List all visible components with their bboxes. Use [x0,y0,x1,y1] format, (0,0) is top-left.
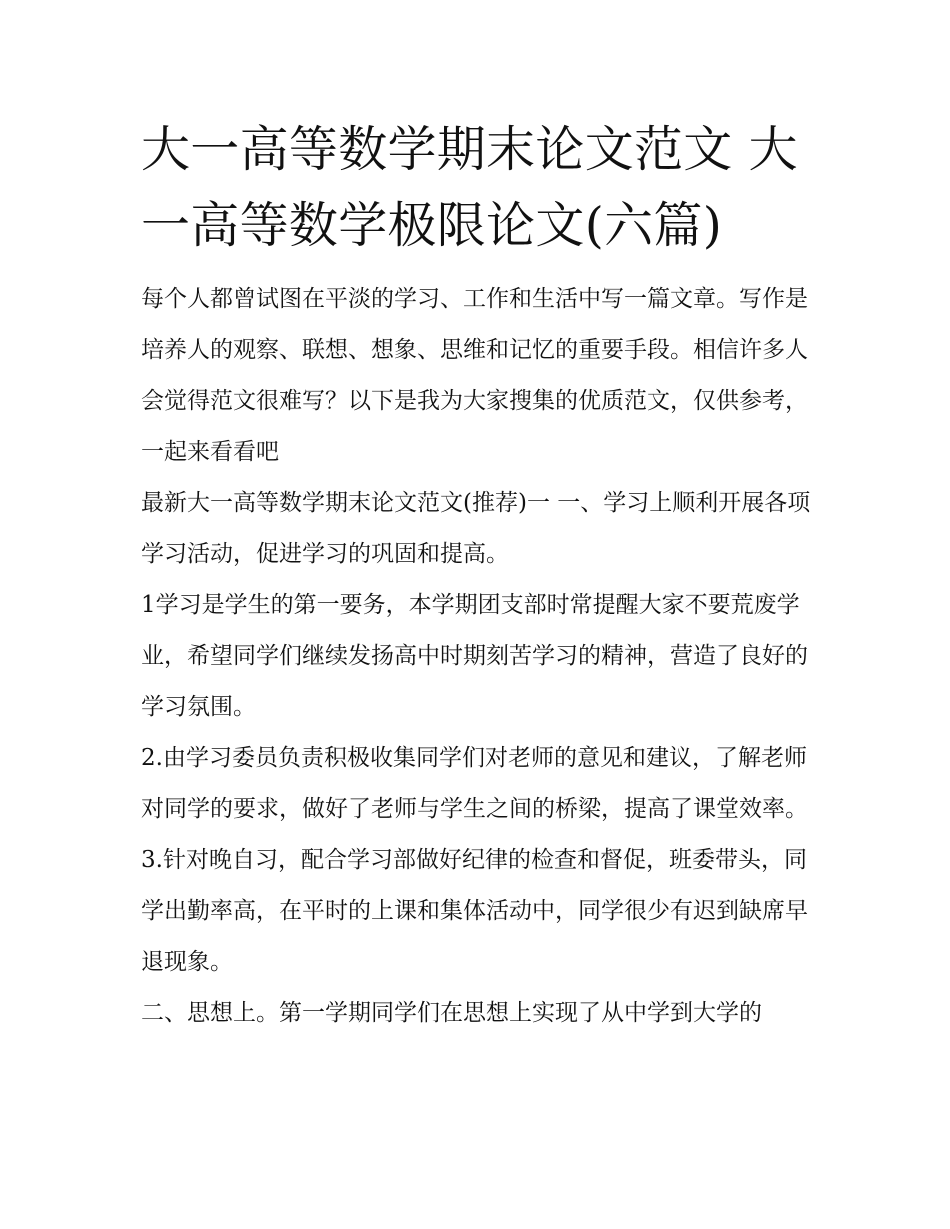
document-title: 大一高等数学期末论文范文 大一高等数学极限论文(六篇) [141,121,798,254]
paragraph-intro: 每个人都曾试图在平淡的学习、工作和生活中写一篇文章。写作是培养人的观察、联想、想象、思维和记忆的重要手段。相信许多人会觉得范文很难写？以下是我为大家搜集的优质范文，仅供参考，一起来看看吧 [141,286,808,465]
paragraph-section-2-heading: 二、思想上。第一学期同学们在思想上实现了从中学到大学的 [141,1000,762,1026]
paragraph-item-2: 2.由学习委员负责积极收集同学们对老师的意见和建议，了解老师对同学的要求，做好了老师与学生之间的桥梁，提高了课堂效率。 [141,745,808,822]
paragraph-section-1-heading: 最新大一高等数学期末论文范文(推荐)一 一、学习上顺利开展各项学习活动，促进学习的巩固和提高。 [141,490,811,567]
document-content [141,112,817,1039]
document-body [141,274,817,1039]
paragraph-item-3: 3.针对晚自习，配合学习部做好纪律的检查和督促，班委带头，同学出勤率高，在平时的上课和集体活动中，同学很少有迟到缺席早退现象。 [141,847,808,975]
paragraph-item-1: 1学习是学生的第一要务，本学期团支部时常提醒大家不要荒废学业，希望同学们继续发扬高中时期刻苦学习的精神，营造了良好的学习氛围。 [141,592,808,720]
